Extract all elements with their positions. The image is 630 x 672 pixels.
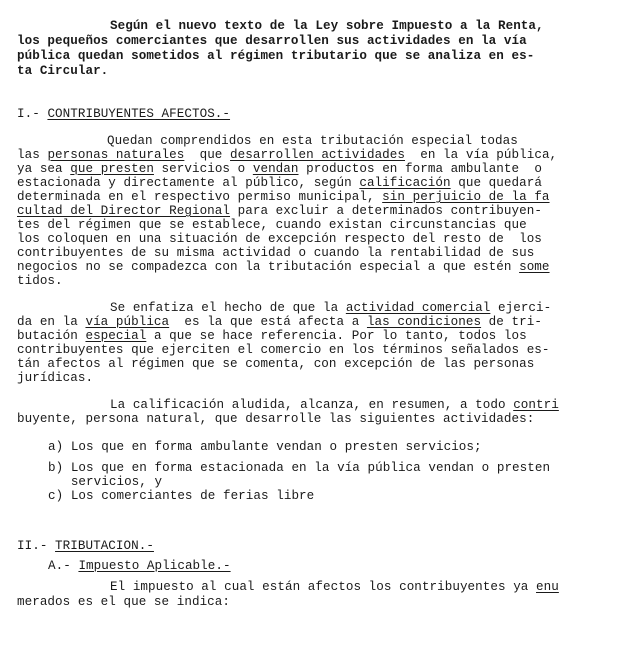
subsection-a-title: Impuesto Aplicable.- xyxy=(78,559,231,573)
underlined-phrase: sin perjuicio de la fa xyxy=(382,190,550,204)
s1-p1-line-10: negocios no se compadezca con la tributación especial a que estén some xyxy=(17,260,550,274)
underlined-phrase: enu xyxy=(536,580,559,594)
section-2-title: TRIBUTACION.- xyxy=(55,539,154,553)
list-item-c: c) Los comerciantes de ferias libre xyxy=(48,489,315,503)
list-item-b-line-1: b) Los que en forma estacionada en la vía pública vendan o presten xyxy=(48,461,551,475)
intro-line-2: los pequeños comerciantes que desarrollen sus actividades en la vía xyxy=(17,34,527,48)
s1-p3-line-1: La calificación aludida, alcanza, en resumen, a todo contri xyxy=(110,398,559,412)
underlined-phrase: especial xyxy=(85,329,147,343)
s1-p1-line-8: los coloquen en una situación de excepción respecto del resto de los xyxy=(17,232,542,246)
s1-p2-line-2: da en la vía pública es la que está afecta a las condiciones de tri- xyxy=(17,315,542,329)
section-1-title: CONTRIBUYENTES AFECTOS.- xyxy=(47,107,231,121)
underlined-phrase: vendan xyxy=(252,162,299,176)
s1-p3-line-2: buyente, persona natural, que desarrolle las siguientes actividades: xyxy=(17,412,535,426)
section-1-number: I.- xyxy=(17,107,40,121)
underlined-phrase: calificación xyxy=(359,176,451,190)
s2-p1-line-2: merados es el que se indica: xyxy=(17,595,231,609)
underlined-phrase: las condiciones xyxy=(366,315,482,329)
intro-line-4: ta Circular. xyxy=(17,64,109,78)
s1-p1-line-9: contribuyentes de su misma actividad o cuando la rentabilidad de sus xyxy=(17,246,535,260)
subsection-a-number: A.- xyxy=(48,559,71,573)
intro-line-1: Según el nuevo texto de la Ley sobre Impuesto a la Renta, xyxy=(110,19,544,33)
list-item-a: a) Los que en forma ambulante vendan o presten servicios; xyxy=(48,440,482,454)
section-2-number: II.- xyxy=(17,539,48,553)
section-2-heading xyxy=(17,539,154,553)
s1-p2-line-1: Se enfatiza el hecho de que la actividad comercial ejerci- xyxy=(110,301,552,315)
s1-p1-line-7: tes del régimen que se establece, cuando existan circunstancias que xyxy=(17,218,527,232)
underlined-phrase: vía pública xyxy=(85,315,170,329)
s1-p2-line-5: tán afectos al régimen que se comenta, con excepción de las personas xyxy=(17,357,535,371)
subsection-a-heading xyxy=(48,559,231,573)
s1-p1-line-2: las personas naturales que desarrollen actividades en la vía pública, xyxy=(17,148,558,162)
section-1-heading xyxy=(17,107,230,121)
underlined-phrase: some xyxy=(519,260,550,274)
s2-p1-line-1: El impuesto al cual están afectos los contribuyentes ya enu xyxy=(110,580,559,594)
underlined-phrase: que presten xyxy=(70,162,154,176)
underlined-phrase: cultad del Director Regional xyxy=(17,204,231,218)
underlined-phrase: contri xyxy=(513,398,559,412)
underlined-phrase: personas naturales xyxy=(47,148,185,162)
s1-p2-line-4: contribuyentes que ejerciten el comercio en los términos señalados es- xyxy=(17,343,550,357)
underlined-phrase: actividad comercial xyxy=(345,301,491,315)
underlined-phrase: desarrollen actividades xyxy=(230,148,406,162)
s1-p1-line-4: estacionada y directamente al público, según calificación que quedará xyxy=(17,176,542,190)
s1-p1-line-11: tidos. xyxy=(17,274,63,288)
list-item-b-line-2: servicios, y xyxy=(48,475,163,489)
s1-p1-line-3: ya sea que presten servicios o vendan productos en forma ambulante o xyxy=(17,162,542,176)
s1-p1-line-1: Quedan comprendidos en esta tributación especial todas xyxy=(107,134,518,148)
s1-p2-line-6: jurídicas. xyxy=(17,371,94,385)
s1-p2-line-3: butación especial a que se hace referencia. Por lo tanto, todos los xyxy=(17,329,527,343)
intro-line-3: pública quedan sometidos al régimen tributario que se analiza en es- xyxy=(17,49,535,63)
s1-p1-line-6: cultad del Director Regional para excluir a determinados contribuyen- xyxy=(17,204,542,218)
s1-p1-line-5: determinada en el respectivo permiso municipal, sin perjuicio de la fa xyxy=(17,190,550,204)
